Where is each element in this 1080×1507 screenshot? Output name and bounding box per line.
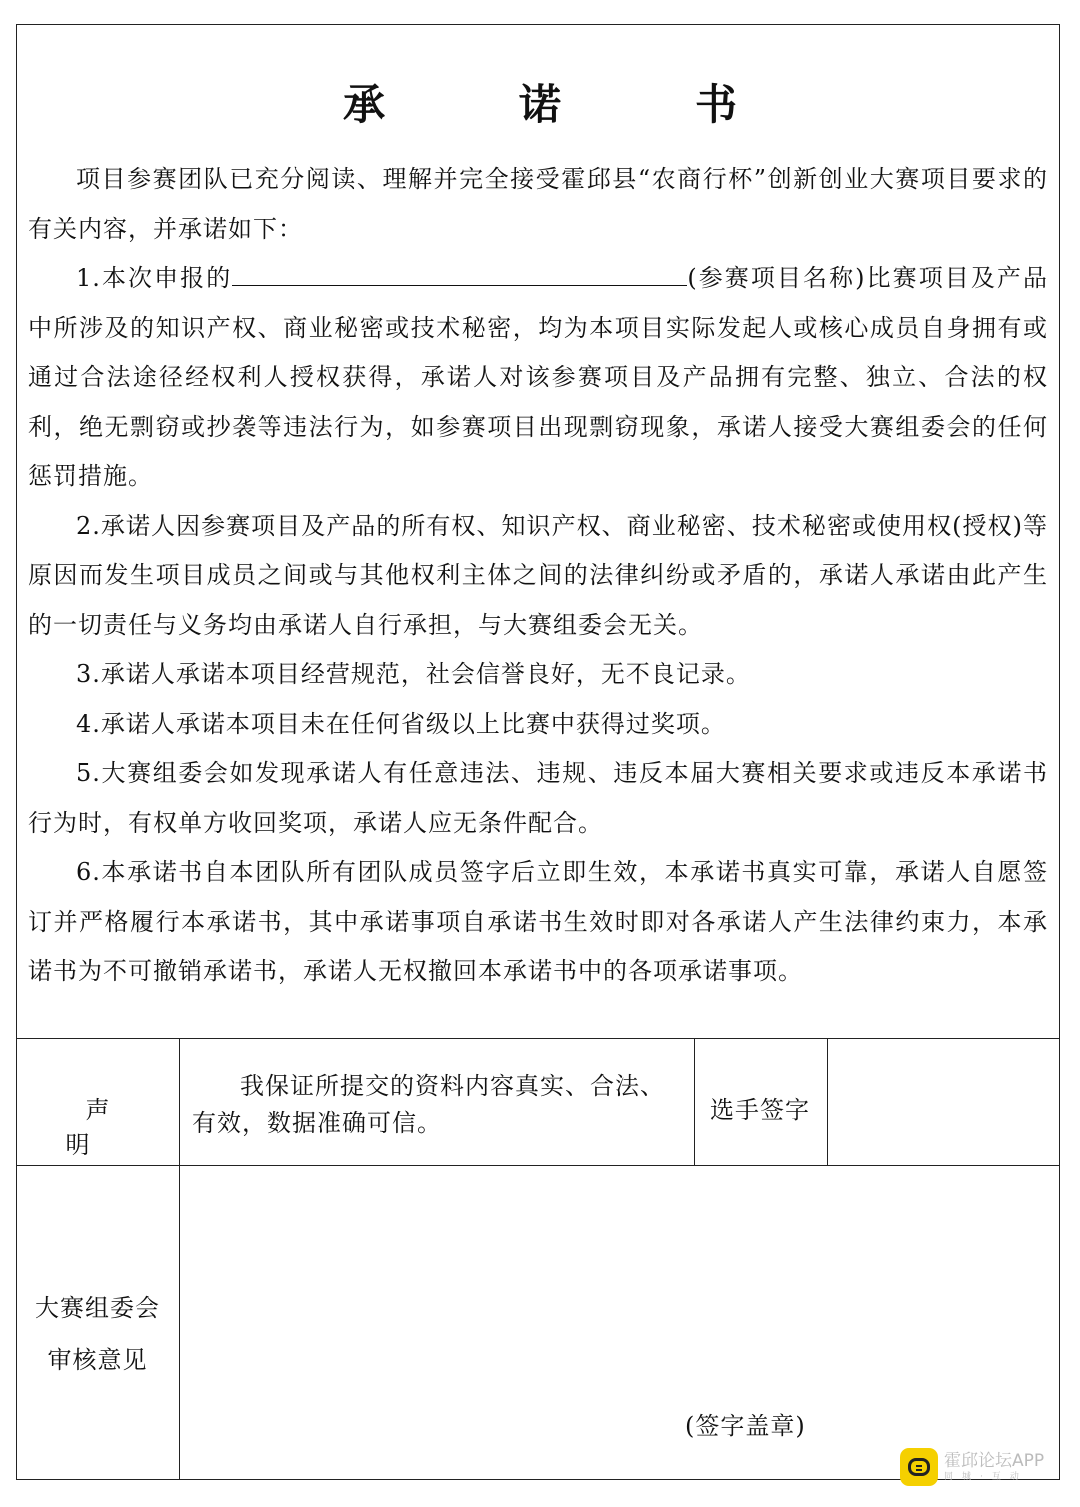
table-top-border: [16, 1038, 1060, 1039]
commitment-item-2: 2.承诺人因参赛项目及产品的所有权、知识产权、商业秘密、技术秘密或使用权(授权)等原因而发生项目成员之间或与其他权利主体之间的法律纠纷或矛盾的，承诺人承诺由此产生的一切责任与义务均由承诺人自行承担，与大赛组委会无关。: [28, 511, 1048, 639]
declaration-text: 我保证所提交的资料内容真实、合法、有效，数据准确可信。: [192, 1072, 665, 1137]
item-1-text: (参赛项目名称)比赛项目及产品中所涉及的知识产权、商业秘密或技术秘密，均为本项目实际发起人或核心成员自身拥有或通过合法途径经权利人授权获得，承诺人对该参赛项目及产品拥有完整、独立、合法的权利，绝无剽窃或抄袭等违法行为，如参赛项目出现剽窃现象，承诺人接受大赛组委会的任何惩罚措施。: [28, 264, 1048, 490]
watermark-tagline: 同城·互动: [944, 1472, 1028, 1482]
table-row-divider: [16, 1165, 1060, 1166]
review-opinion-field[interactable]: [181, 1167, 1058, 1478]
document-body: [28, 155, 1048, 997]
declaration-label: 声明: [65, 1096, 150, 1159]
forum-watermark: [900, 1448, 1044, 1486]
table-label-column-divider: [179, 1038, 180, 1480]
commitment-item-6: 6.本承诺书自本团队所有团队成员签字后立即生效，本承诺书真实可靠，承诺人自愿签订并严格履行本承诺书，其中承诺事项自承诺书生效时即对各承诺人产生法律约束力，本承诺书为不可撤销承诺书，承诺人无权撤回本承诺书中的各项承诺事项。: [28, 858, 1048, 985]
review-label-line-2: 审核意见: [47, 1346, 148, 1374]
project-name-blank[interactable]: [232, 263, 687, 286]
document-title: 承 诺 书: [342, 80, 783, 129]
table-sign-field-divider: [827, 1038, 828, 1165]
item-1-prefix: 1.本次申报的: [76, 264, 233, 292]
intro-paragraph: 项目参赛团队已充分阅读、理解并完全接受霍邱县“农商行杯”创新创业大赛项目要求的有关内容，并承诺如下：: [28, 165, 1048, 243]
commitment-item-1: [28, 254, 1048, 502]
review-label-line-1: 大赛组委会: [35, 1294, 160, 1322]
commitment-item-4: 4.承诺人承诺本项目未在任何省级以上比赛中获得过奖项。: [76, 709, 726, 738]
signature-field[interactable]: [829, 1040, 1058, 1164]
signature-label: 选手签字: [710, 1096, 810, 1124]
review-label: [16, 1282, 179, 1386]
commitment-item-3: 3.承诺人承诺本项目经营规范，社会信誉良好，无不良记录。: [76, 660, 751, 688]
chat-bubble-icon: [900, 1448, 938, 1486]
seal-note: (签字盖章): [685, 1412, 806, 1440]
commitment-item-5: 5.大赛组委会如发现承诺人有任意违法、违规、违反本届大赛相关要求或违反本承诺书行为时，有权单方收回奖项，承诺人应无条件配合。: [28, 759, 1048, 837]
watermark-name: 霍邱论坛APP: [944, 1451, 1045, 1471]
